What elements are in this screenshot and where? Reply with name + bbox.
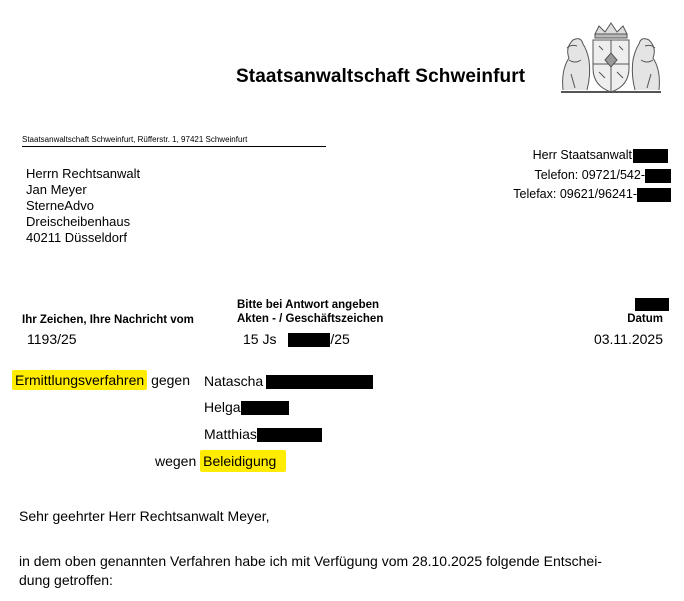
our-reference-value: 15 Js /25 — [243, 331, 350, 347]
our-reference-label-line1: Bitte bei Antwort angeben — [237, 299, 380, 311]
sender-underline — [22, 146, 326, 147]
proceeding-type-highlight: Ermittlungsverfahren — [12, 370, 147, 390]
redaction-bar — [257, 428, 322, 442]
offense-line — [155, 453, 286, 469]
your-reference-label: Ihr Zeichen, Ihre Nachricht vom — [22, 314, 194, 326]
redaction-bar — [266, 375, 373, 389]
redaction-bar — [241, 401, 289, 415]
sender-return-address: Staatsanwaltschaft Schweinfurt, Rüfferstr. 1, 97421 Schweinfurt — [22, 135, 248, 144]
recipient-line: Herrn Rechtsanwalt — [26, 166, 141, 181]
body-paragraph-line: dung getroffen: — [19, 572, 113, 588]
accused-person: Matthias — [204, 426, 322, 442]
your-reference-value: 1193/25 — [27, 331, 77, 347]
redaction-bar — [645, 169, 671, 183]
date-value: 03.11.2025 — [593, 331, 663, 347]
accused-person: Helga — [204, 399, 289, 415]
redaction-bar — [635, 298, 669, 311]
authority-title: Staatsanwaltschaft Schweinfurt — [236, 66, 526, 87]
accused-person: Natascha — [204, 373, 373, 389]
contact-person: Herr Staatsanwalt — [533, 148, 668, 163]
recipient-line: Jan Meyer — [26, 182, 87, 197]
recipient-line: Dreischeibenhaus — [26, 214, 131, 229]
redaction-bar — [288, 333, 330, 347]
recipient-line: 40211 Düsseldorf — [26, 230, 127, 245]
body-paragraph-line: in dem oben genannten Verfahren habe ich mit Verfügung vom 28.10.2025 folgende Entschei- — [19, 553, 602, 569]
date-label: Datum — [627, 313, 663, 325]
bavarian-coat-of-arms-icon — [553, 20, 669, 96]
salutation: Sehr geehrter Herr Rechtsanwalt Meyer, — [19, 508, 270, 524]
redaction-bar — [633, 149, 668, 163]
contact-fax: Telefax: 09621/96241- — [513, 187, 671, 202]
contact-phone: Telefon: 09721/542- — [534, 168, 671, 183]
because-word: wegen — [155, 453, 197, 469]
redaction-bar — [637, 188, 671, 202]
our-reference-label-line2: Akten - / Geschäftszeichen — [237, 313, 384, 325]
against-word: gegen — [151, 372, 190, 388]
recipient-line: SterneAdvo — [26, 198, 94, 213]
proceeding-line — [12, 372, 190, 388]
offense-highlight: Beleidigung — [200, 450, 286, 472]
